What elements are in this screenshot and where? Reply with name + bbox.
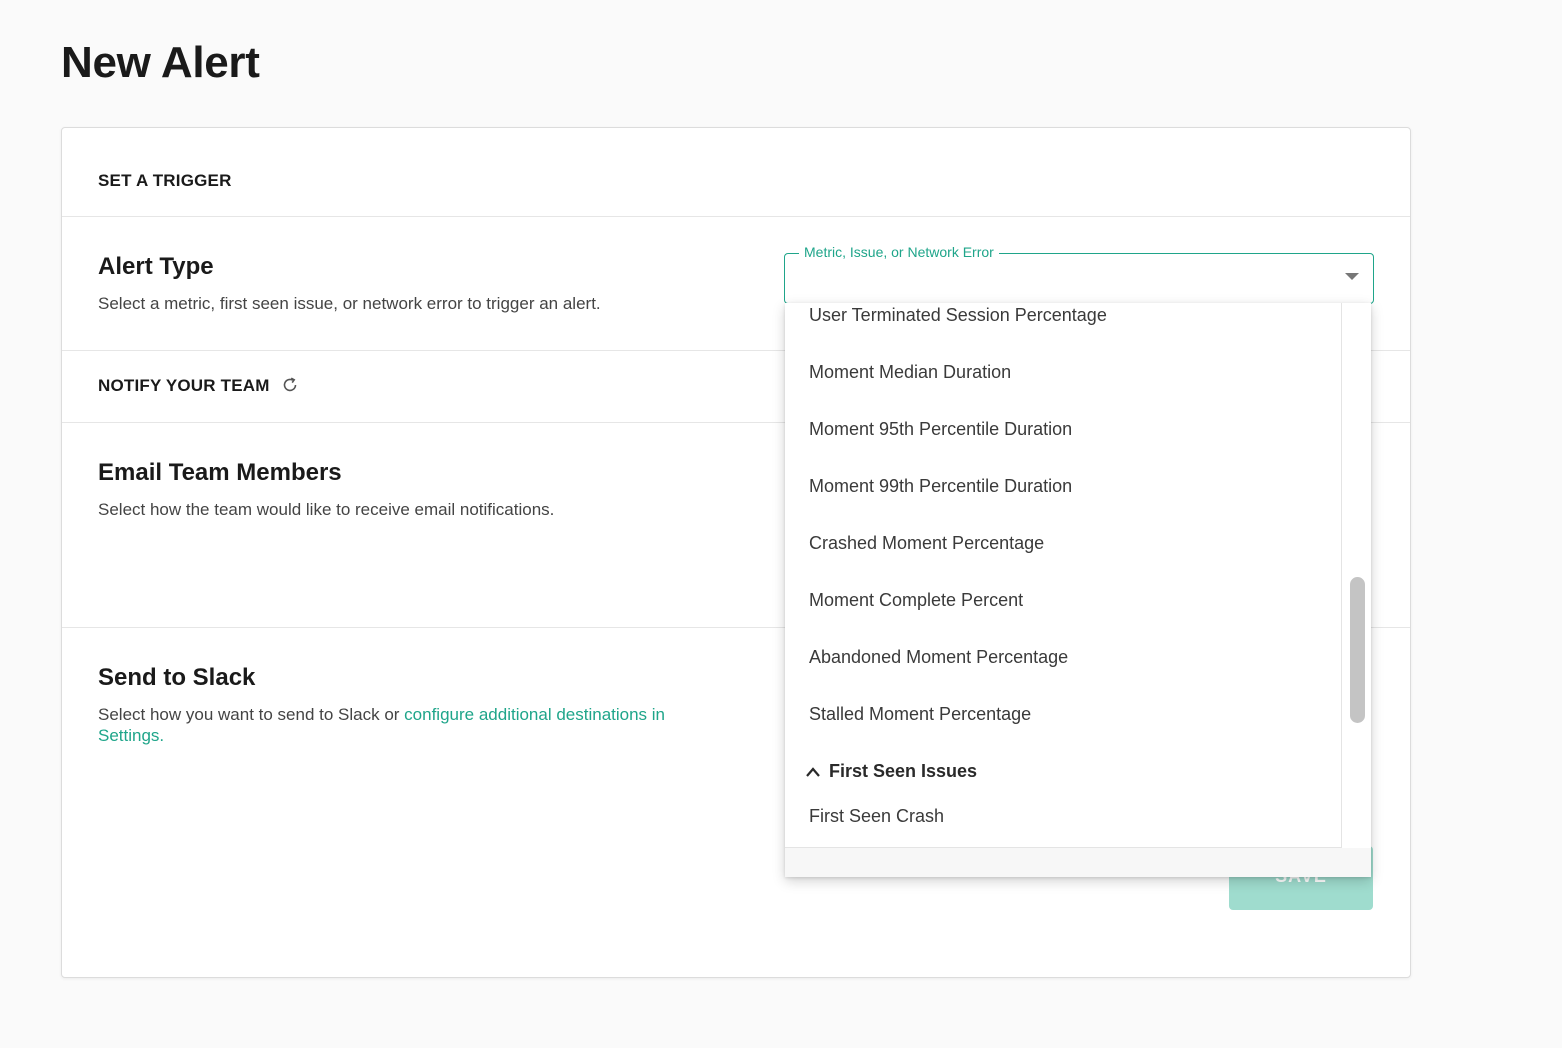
scrollbar-track[interactable] — [1343, 303, 1371, 848]
scrollbar-thumb[interactable] — [1350, 577, 1365, 723]
configure-destinations-link[interactable]: configure additional destinations in Settings. — [98, 705, 666, 745]
alert-type-description: Select a metric, first seen issue, or network error to trigger an alert. — [98, 294, 601, 313]
dropdown-list[interactable] — [785, 303, 1342, 848]
metric-select-label: Metric, Issue, or Network Error — [799, 244, 999, 260]
refresh-icon[interactable] — [281, 376, 299, 399]
notify-team-label: NOTIFY YOUR TEAM — [98, 376, 270, 395]
slack-description — [98, 704, 698, 746]
email-team-description: Select how the team would like to receive email notifications. — [98, 500, 555, 519]
divider — [62, 216, 1410, 217]
slack-description-text: Select how you want to send to Slack or — [98, 705, 405, 724]
set-trigger-header: SET A TRIGGER — [98, 171, 232, 190]
dropdown-option[interactable]: First Seen Crash — [809, 806, 945, 826]
dropdown-option[interactable]: Abandoned Moment Percentage — [809, 647, 1069, 667]
metric-dropdown-menu — [785, 303, 1371, 877]
slack-title: Send to Slack — [98, 664, 256, 691]
dropdown-option[interactable]: Crashed Moment Percentage — [809, 533, 1045, 553]
dropdown-group-first-seen[interactable] — [805, 761, 977, 782]
dropdown-group-label: First Seen Issues — [829, 761, 978, 781]
dropdown-option[interactable]: Moment 99th Percentile Duration — [809, 476, 1073, 496]
dropdown-option[interactable]: Moment 95th Percentile Duration — [809, 419, 1073, 439]
dropdown-option[interactable]: User Terminated Session Percentage — [809, 305, 1107, 325]
chevron-up-icon[interactable] — [805, 766, 821, 778]
dropdown-option[interactable]: Moment Complete Percent — [809, 590, 1024, 610]
metric-select[interactable] — [784, 244, 1374, 304]
dropdown-option[interactable]: Stalled Moment Percentage — [809, 704, 1032, 724]
caret-down-icon[interactable] — [1345, 273, 1359, 280]
email-team-title: Email Team Members — [98, 459, 342, 486]
dropdown-option[interactable]: Moment Median Duration — [809, 362, 1012, 382]
dropdown-footer-area — [785, 848, 1371, 877]
alert-type-title: Alert Type — [98, 253, 214, 280]
page-title: New Alert — [61, 38, 260, 87]
